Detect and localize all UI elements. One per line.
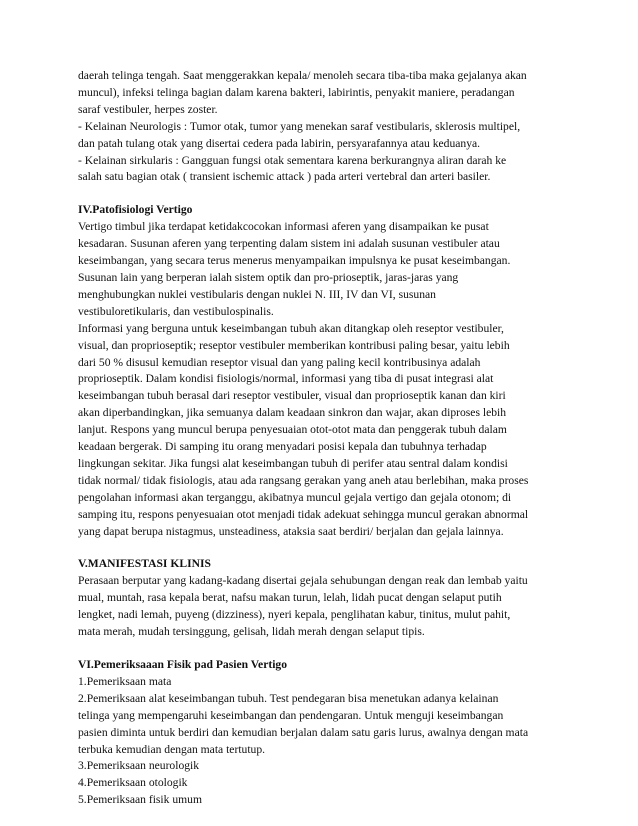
text-line: Susunan lain yang berperan ialah sistem optik dan pro-prioseptik, jaras-jaras yang [78,270,459,284]
text-line: mual, muntah, rasa kepala berat, nafsu makan turun, lelah, lidah pucat dengan selaput putih [78,591,502,605]
text-line: keseimbangan tubuh berasal dari reseptor vestibuler, visual dan proprioseptik kanan dan kiri [78,389,506,403]
text-line: keseimbangan, yang secara terus menerus menyampaikan impulsnya ke pusat keseimbangan. [78,254,511,268]
list-item: 4.Pemeriksaan otologik [78,776,188,790]
text-line: lingkungan sekitar. Jika fungsi alat keseimbangan tubuh di perifer atau sentral dalam kondisi [78,456,508,470]
text-line: kesadaran. Susunan aferen yang terpenting dalam sistem ini adalah susunan vestibuler atau [78,237,500,251]
section-heading: VI.Pemeriksaaan Fisik pad Pasien Vertigo [78,658,288,671]
text-line: - Kelainan sirkularis : Gangguan fungsi otak sementara karena berkurangnya aliran darah ke [78,153,507,167]
text-line: samping itu, respons penyesuaian otot menjadi tidak adekuat sehingga muncul gerakan abnormal [78,507,529,521]
section-heading: IV.Patofisiologi Vertigo [78,203,193,217]
text-line: Vertigo timbul jika terdapat ketidakcocokan informasi aferen yang disampaikan ke pusat [78,220,489,234]
text-line: muncul), infeksi telinga bagian dalam karena bakteri, labirintis, penyakit maniere, peradangan [78,85,515,99]
text-line: telinga yang mempengaruhi keseimbangan dan pendengaran. Untuk menguji keseimbangan [78,708,504,722]
text-line: akan diperbandingkan, jika semuanya dalam keadaan sinkron dan wajar, akan diproses lebih [78,406,507,420]
text-line: terbuka kemudian dengan mata tertutup. [78,742,266,756]
list-item: 2.Pemeriksaan alat keseimbangan tubuh. Test pendegaran bisa menetukan adanya kelainan [78,691,499,705]
text-line: pasien diminta untuk berdiri dan kemudian berjalan dalam satu garis lurus, awalnya dengan mata [78,725,529,739]
text-line: vestibuloretikularis, dan vestibulospinalis. [78,304,274,318]
list-item: 3.Pemeriksaan neurologik [78,759,200,773]
section-heading: V.MANIFESTASI KLINIS [78,557,211,571]
list-item: 1.Pemeriksaan mata [78,674,172,688]
text-line: proprioseptik. Dalam kondisi fisiologis/normal, informasi yang tiba di pusat integrasi alat [78,372,494,386]
text-line: lengket, nadi lemah, puyeng (dizziness), nyeri kepala, penglihatan kabur, tinitus, mulut pahit, [78,608,511,622]
text-line: lanjut. Respons yang muncul berupa penyesuaian otot-otot mata dan penggerak tubuh dalam [78,423,507,437]
text-line: tidak normal/ tidak fisiologis, atau ada rangsang gerakan yang aneh atau berlebihan, maka proses [78,473,529,487]
text-line: pengolahan informasi akan terganggu, akibatnya muncul gejala vertigo dan gejala otonom; di [78,490,512,504]
section-pemeriksaan-fisik [78,657,568,809]
text-line: keadaan bergerak. Di samping itu orang menyadari posisi kepala dan tubuhnya terhadap [78,440,487,454]
section-patofisiologi [78,202,568,540]
text-line: menghubungkan nuklei vestibularis dengan nuklei N. III, IV dan VI, susunan [78,287,436,301]
text-line: visual, dan proprioseptik; reseptor vestibuler memberikan kontribusi paling besar, yaitu lebih [78,338,510,352]
section-manifestasi-klinis [78,556,568,641]
text-line: yang dapat berupa nistagmus, unsteadiness, ataksia saat berdiri/ berjalan dan gejala lainnya. [78,524,504,538]
text-line: Perasaan berputar yang kadang-kadang disertai gejala sehubungan dengan reak dan lembab yaitu [78,574,528,588]
text-line: daerah telinga tengah. Saat menggerakkan kepala/ menoleh secara tiba-tiba maka gejalanya akan [78,69,527,82]
text-line: - Kelainan Neurologis : Tumor otak, tumor yang menekan saraf vestibularis, sklerosis multipel, [78,119,521,133]
intro-paragraph [78,68,568,186]
text-line: salah satu bagian otak ( transient ischemic attack ) pada arteri vertebral dan arteri basiler. [78,170,491,184]
text-line: Informasi yang berguna untuk keseimbangan tubuh akan ditangkap oleh reseptor vestibuler, [78,321,504,335]
text-line: dari 50 % disusul kemudian reseptor visual dan yang paling kecil kontribusinya adalah [78,355,481,369]
document-page [78,68,568,809]
text-line: saraf vestibuler, herpes zoster. [78,102,218,116]
text-line: mata merah, mudah tersinggung, gelisah, lidah merah dengan selaput tipis. [78,625,425,639]
list-item: 5.Pemeriksaan fisik umum [78,793,202,807]
text-line: dan patah tulang otak yang disertai cedera pada labirin, persyarafannya atau keduanya. [78,136,481,150]
